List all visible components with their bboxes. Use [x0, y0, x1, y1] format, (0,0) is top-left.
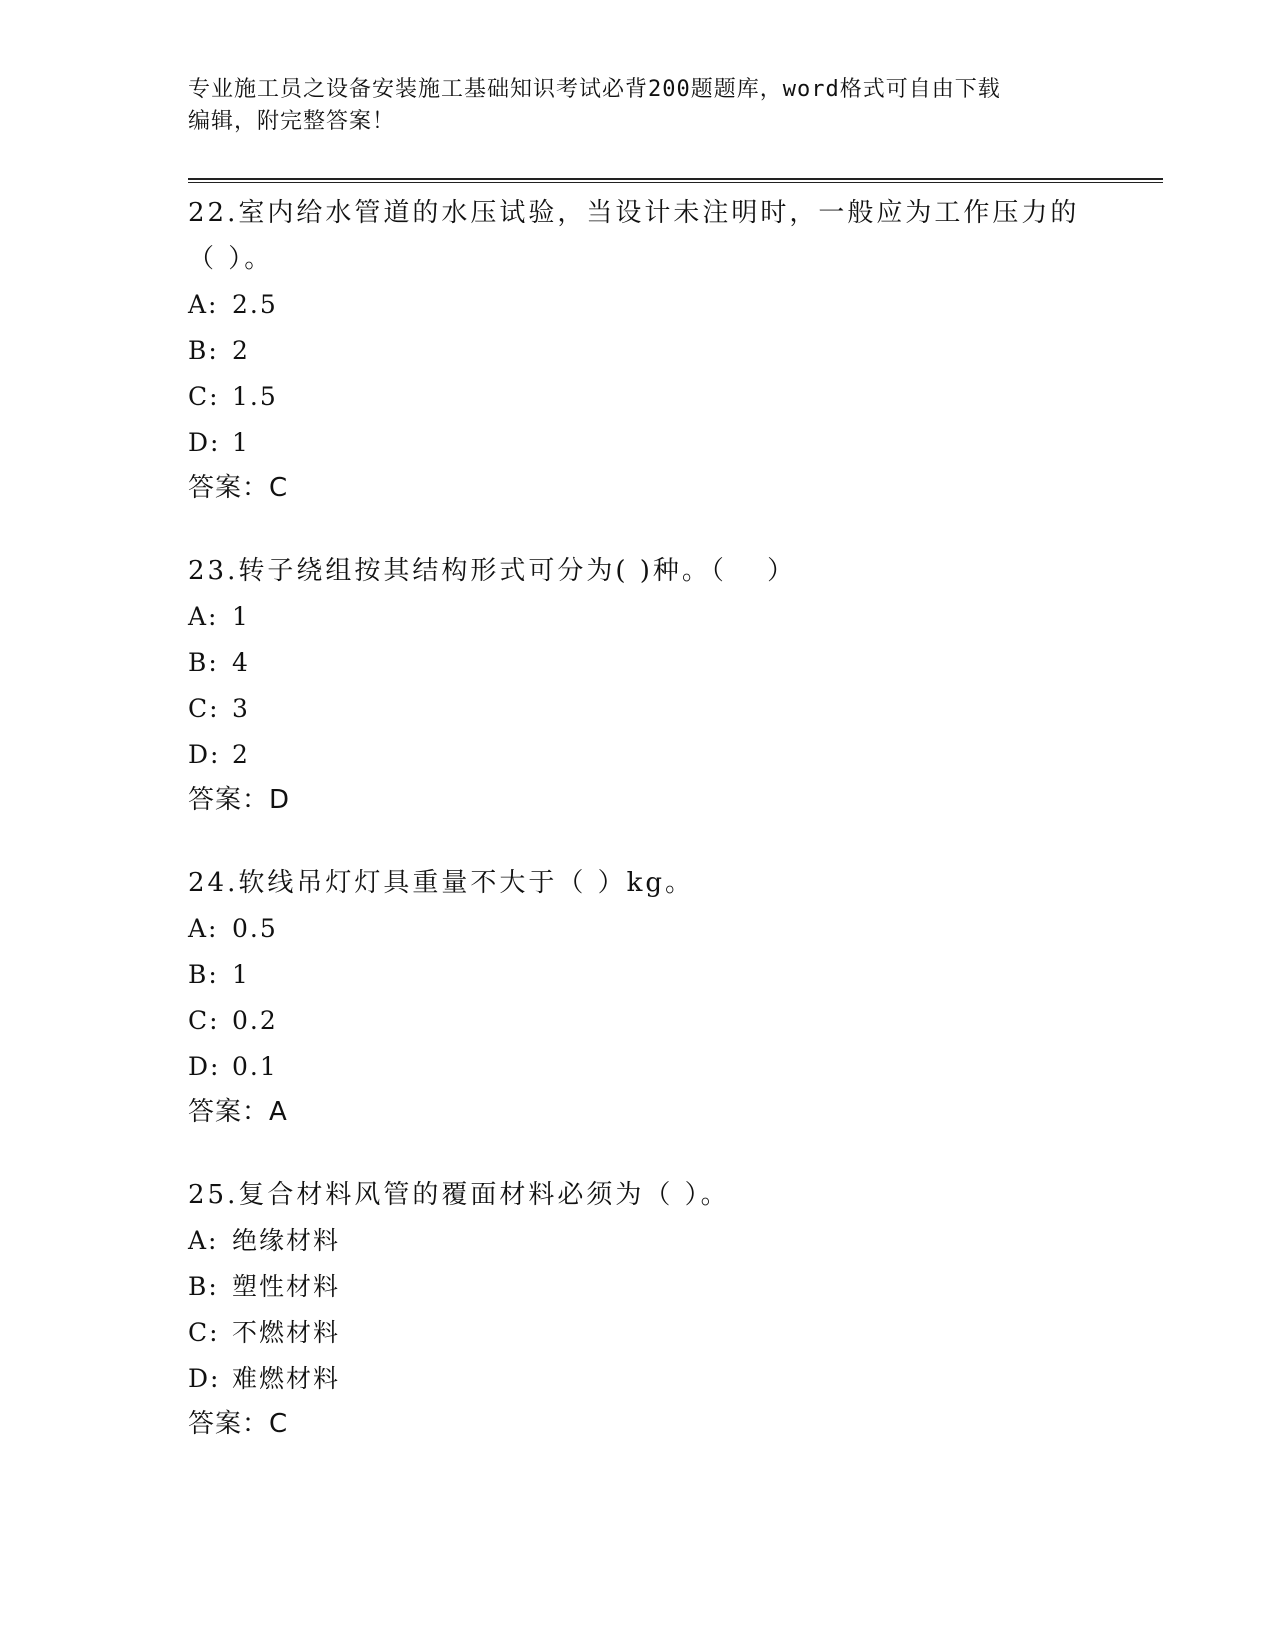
- option-b: [188, 640, 1088, 686]
- option-letter: C:: [188, 382, 220, 411]
- option-text: 4: [232, 648, 250, 677]
- option-letter: B:: [188, 960, 219, 989]
- question-text: 22.室内给水管道的水压试验，当设计未注明时，一般应为工作压力的（ ）。: [188, 198, 1080, 274]
- option-text: 0.2: [232, 1006, 278, 1035]
- answer-text: 答案：A: [188, 1097, 288, 1127]
- option-b: [188, 1264, 1088, 1310]
- option-text: 难燃材料: [232, 1364, 341, 1393]
- option-letter: B:: [188, 648, 219, 677]
- document-header: [188, 74, 1088, 138]
- option-text: 绝缘材料: [232, 1226, 341, 1255]
- option-d: [188, 1356, 1088, 1402]
- option-letter: C:: [188, 1006, 220, 1035]
- option-text: 不燃材料: [232, 1318, 341, 1347]
- option-text: 2.5: [232, 290, 278, 319]
- option-d: [188, 1044, 1088, 1090]
- option-text: 0.5: [232, 914, 278, 943]
- question-text: 23.转子绕组按其结构形式可分为( )种。（ ）: [188, 556, 797, 586]
- option-a: [188, 906, 1088, 952]
- option-text: 1: [232, 602, 250, 631]
- option-letter: A:: [188, 602, 219, 631]
- option-text: 1.5: [232, 382, 278, 411]
- header-line-1: 专业施工员之设备安装施工基础知识考试必背200题题库，word格式可自由下载: [188, 77, 1001, 102]
- question-item: [188, 548, 1088, 822]
- option-a: [188, 282, 1088, 328]
- option-letter: B:: [188, 336, 219, 365]
- option-text: 0.1: [232, 1052, 278, 1081]
- option-text: 1: [232, 428, 250, 457]
- option-a: [188, 1218, 1088, 1264]
- answer-text: 答案：C: [188, 473, 289, 503]
- option-d: [188, 420, 1088, 466]
- option-letter: C:: [188, 694, 220, 723]
- option-b: [188, 952, 1088, 998]
- header-divider: [188, 178, 1163, 183]
- option-text: 2: [232, 336, 250, 365]
- header-line-2: 编辑，附完整答案！: [188, 109, 396, 134]
- question-text: 24.软线吊灯灯具重量不大于（ ）kg。: [188, 868, 695, 898]
- option-c: [188, 998, 1088, 1044]
- option-letter: D:: [188, 428, 221, 457]
- question-item: [188, 1172, 1088, 1446]
- option-letter: A:: [188, 290, 219, 319]
- answer-text: 答案：D: [188, 785, 291, 815]
- question-item: [188, 860, 1088, 1134]
- option-text: 塑性材料: [232, 1272, 341, 1301]
- option-c: [188, 686, 1088, 732]
- option-text: 2: [232, 740, 250, 769]
- option-text: 1: [232, 960, 250, 989]
- option-letter: D:: [188, 740, 221, 769]
- option-letter: D:: [188, 1052, 221, 1081]
- question-item: [188, 190, 1088, 510]
- option-letter: D:: [188, 1364, 221, 1393]
- option-letter: A:: [188, 914, 219, 943]
- question-list: [188, 190, 1088, 1484]
- answer-text: 答案：C: [188, 1409, 289, 1439]
- question-text: 25.复合材料风管的覆面材料必须为（ ）。: [188, 1180, 730, 1210]
- option-text: 3: [232, 694, 250, 723]
- option-letter: C:: [188, 1318, 220, 1347]
- option-a: [188, 594, 1088, 640]
- option-letter: B:: [188, 1272, 219, 1301]
- option-b: [188, 328, 1088, 374]
- option-d: [188, 732, 1088, 778]
- option-letter: A:: [188, 1226, 219, 1255]
- option-c: [188, 374, 1088, 420]
- option-c: [188, 1310, 1088, 1356]
